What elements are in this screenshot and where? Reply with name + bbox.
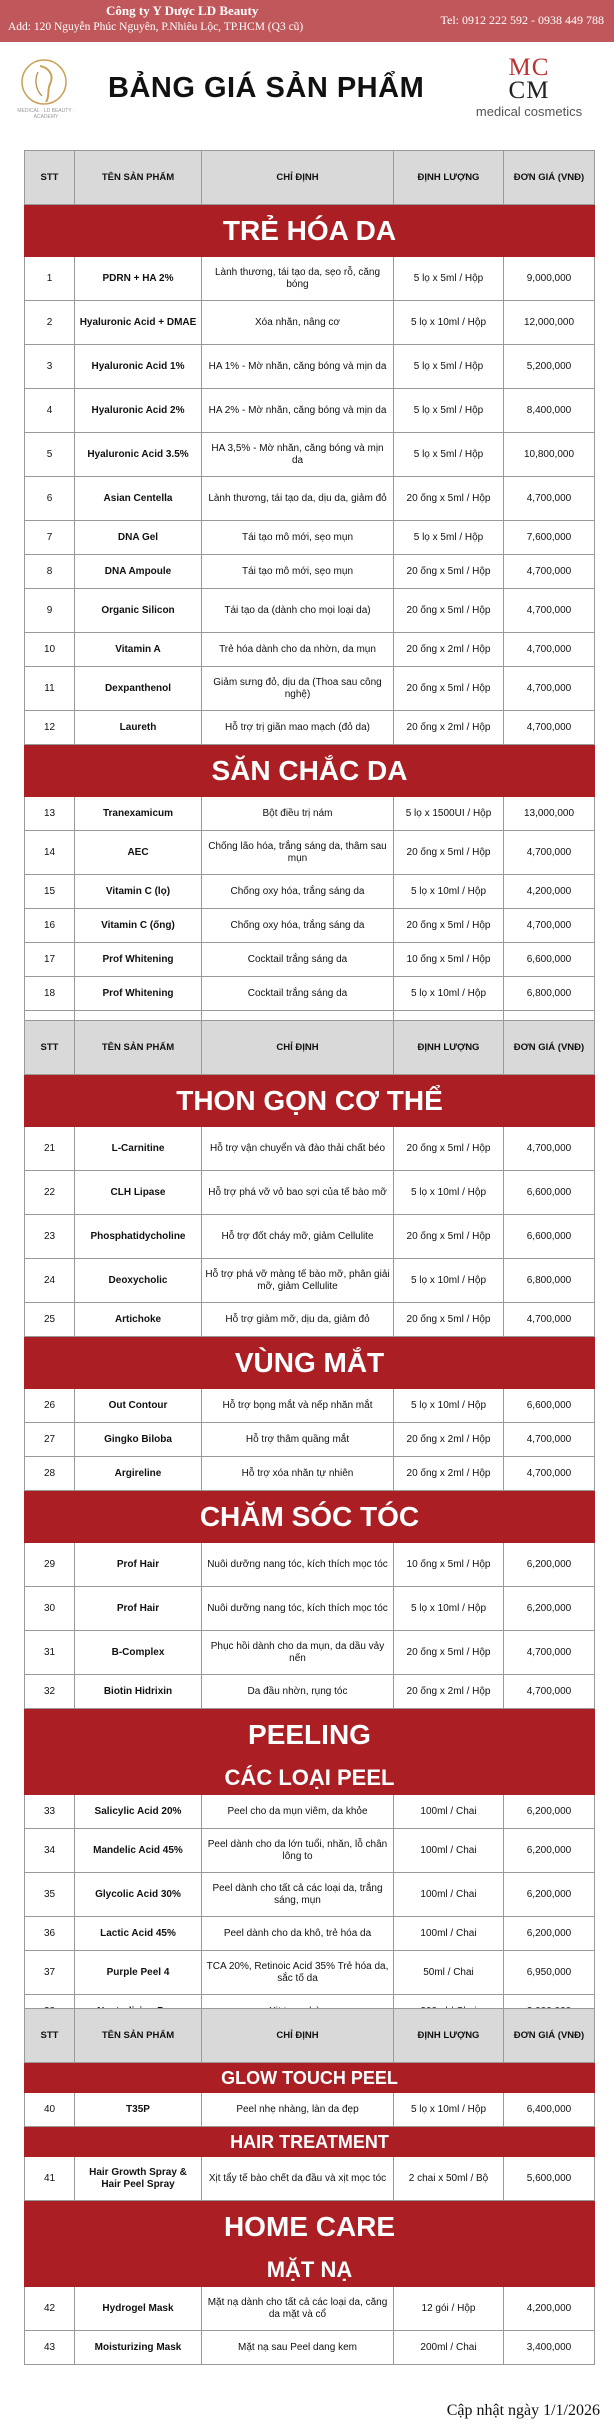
cell-product-name: Hyaluronic Acid 3.5% <box>75 433 202 477</box>
subsection-row <box>25 2253 595 2287</box>
cell-indication: Peel dành cho tất cả các loại da, trắng sáng, mụn <box>202 1873 394 1917</box>
cell-indication: Cocktail trắng sáng da <box>202 943 394 977</box>
cell-amount: 5 lọ x 5ml / Hộp <box>394 257 504 301</box>
cell-price: 4,700,000 <box>504 1675 595 1709</box>
cell-product-name: Deoxycholic <box>75 1259 202 1303</box>
cell-price: 8,400,000 <box>504 389 595 433</box>
cell-product-name: Out Contour <box>75 1389 202 1423</box>
section-title: GLOW TOUCH PEEL <box>25 2063 595 2093</box>
subsection-title: CÁC LOẠI PEEL <box>25 1761 595 1795</box>
table-row <box>25 909 595 943</box>
section-title: THON GỌN CƠ THỂ <box>25 1075 595 1127</box>
cell-stt: 41 <box>25 2157 75 2201</box>
cell-price: 5,600,000 <box>504 2157 595 2201</box>
cell-stt: 6 <box>25 477 75 521</box>
cell-amount: 20 ống x 5ml / Hộp <box>394 555 504 589</box>
section-title: TRẺ HÓA DA <box>25 205 595 257</box>
cell-stt: 21 <box>25 1127 75 1171</box>
cell-indication: HA 3,5% - Mờ nhăn, căng bóng và mịn da <box>202 433 394 477</box>
cell-indication: Hỗ trợ thâm quầng mắt <box>202 1423 394 1457</box>
cell-amount: 100ml / Chai <box>394 1829 504 1873</box>
table-row <box>25 711 595 745</box>
cell-price: 4,700,000 <box>504 555 595 589</box>
cell-price: 6,200,000 <box>504 1917 595 1951</box>
cell-product-name: Gingko Biloba <box>75 1423 202 1457</box>
subsection-row <box>25 1761 595 1795</box>
cell-stt: 8 <box>25 555 75 589</box>
cell-amount: 5 lọ x 10ml / Hộp <box>394 1171 504 1215</box>
cell-stt: 18 <box>25 977 75 1011</box>
price-table <box>24 2008 595 2365</box>
company-phone: Tel: 0912 222 592 - 0938 449 788 <box>440 13 604 27</box>
cell-amount: 20 ống x 5ml / Hộp <box>394 477 504 521</box>
table-row <box>25 1303 595 1337</box>
cell-price: 4,700,000 <box>504 1303 595 1337</box>
column-header-price: ĐƠN GIÁ (VNĐ) <box>504 2009 595 2063</box>
cell-product-name: Phosphatidycholine <box>75 1215 202 1259</box>
cell-indication: Xịt tẩy tế bào chết da đầu và xịt mọc tóc <box>202 2157 394 2201</box>
cell-price: 4,200,000 <box>504 875 595 909</box>
cell-stt: 29 <box>25 1543 75 1587</box>
mccm-logo <box>464 56 594 126</box>
cell-stt: 36 <box>25 1917 75 1951</box>
cell-indication: Hỗ trợ giảm mỡ, dịu da, giảm đỏ <box>202 1303 394 1337</box>
cell-amount: 10 ống x 5ml / Hộp <box>394 1543 504 1587</box>
cell-stt: 15 <box>25 875 75 909</box>
table-row <box>25 433 595 477</box>
mccm-subtitle: medical cosmetics <box>475 104 583 119</box>
section-row <box>25 1337 595 1389</box>
cell-indication: Peel cho da mụn viêm, da khỏe <box>202 1795 394 1829</box>
cell-indication: Hỗ trợ phá vỡ màng tế bào mỡ, phân giải mỡ, giảm Cellulite <box>202 1259 394 1303</box>
column-header-amount: ĐỊNH LƯỢNG <box>394 151 504 205</box>
cell-product-name: Moisturizing Mask <box>75 2331 202 2365</box>
table-row <box>25 1675 595 1709</box>
cell-indication: Hỗ trợ bọng mắt và nếp nhăn mắt <box>202 1389 394 1423</box>
cell-price: 4,200,000 <box>504 2287 595 2331</box>
cell-amount: 5 lọ x 5ml / Hộp <box>394 433 504 477</box>
column-header-indication: CHỈ ĐỊNH <box>202 1021 394 1075</box>
table-row <box>25 521 595 555</box>
cell-product-name: DNA Ampoule <box>75 555 202 589</box>
table-row <box>25 257 595 301</box>
cell-price: 4,700,000 <box>504 711 595 745</box>
cell-product-name: Tranexamicum <box>75 797 202 831</box>
column-header-stt: STT <box>25 151 75 205</box>
mccm-letters <box>464 56 594 102</box>
cell-price: 6,800,000 <box>504 977 595 1011</box>
cell-product-name: DNA Gel <box>75 521 202 555</box>
table-row <box>25 1423 595 1457</box>
cell-amount: 20 ống x 5ml / Hộp <box>394 1215 504 1259</box>
section-row <box>25 1491 595 1543</box>
cell-price: 6,600,000 <box>504 943 595 977</box>
top-bar <box>0 0 614 42</box>
cell-stt: 16 <box>25 909 75 943</box>
cell-amount: 100ml / Chai <box>394 1917 504 1951</box>
cell-stt: 35 <box>25 1873 75 1917</box>
cell-stt: 11 <box>25 667 75 711</box>
table-row <box>25 1127 595 1171</box>
table-row <box>25 1171 595 1215</box>
cell-product-name: Hyaluronic Acid 1% <box>75 345 202 389</box>
cell-indication: Hỗ trợ xóa nhăn tự nhiên <box>202 1457 394 1491</box>
section-title: PEELING <box>25 1709 595 1761</box>
cell-amount: 50ml / Chai <box>394 1951 504 1995</box>
table-row <box>25 1389 595 1423</box>
cell-product-name: Hair Growth Spray & Hair Peel Spray <box>75 2157 202 2201</box>
cell-price: 4,700,000 <box>504 477 595 521</box>
table-row <box>25 1951 595 1995</box>
section-row <box>25 2063 595 2093</box>
price-table <box>24 1020 595 2073</box>
cell-amount: 5 lọ x 5ml / Hộp <box>394 345 504 389</box>
cell-stt: 3 <box>25 345 75 389</box>
cell-stt: 14 <box>25 831 75 875</box>
cell-price: 6,200,000 <box>504 1873 595 1917</box>
cell-indication: Peel dành cho da khô, trẻ hóa da <box>202 1917 394 1951</box>
cell-amount: 10 ống x 5ml / Hộp <box>394 943 504 977</box>
cell-stt: 43 <box>25 2331 75 2365</box>
cell-amount: 20 ống x 5ml / Hộp <box>394 589 504 633</box>
cell-indication: Hỗ trợ phá vỡ vỏ bao sợi của tế bào mỡ <box>202 1171 394 1215</box>
table-row <box>25 1215 595 1259</box>
price-table <box>24 150 595 1079</box>
cell-price: 5,200,000 <box>504 345 595 389</box>
updated-date: Cập nhật ngày 1/1/2026 <box>446 2402 600 2419</box>
column-header-name: TÊN SẢN PHẨM <box>75 2009 202 2063</box>
cell-product-name: Purple Peel 4 <box>75 1951 202 1995</box>
table-row <box>25 667 595 711</box>
cell-price: 6,600,000 <box>504 1171 595 1215</box>
cell-stt: 40 <box>25 2093 75 2127</box>
column-header-stt: STT <box>25 2009 75 2063</box>
cell-price: 6,200,000 <box>504 1795 595 1829</box>
cell-amount: 20 ống x 2ml / Hộp <box>394 1423 504 1457</box>
cell-price: 12,000,000 <box>504 301 595 345</box>
cell-stt: 12 <box>25 711 75 745</box>
cell-stt: 31 <box>25 1631 75 1675</box>
table-row <box>25 1457 595 1491</box>
cell-stt: 7 <box>25 521 75 555</box>
cell-indication: Peel dành cho da lớn tuổi, nhăn, lỗ chân lông to <box>202 1829 394 1873</box>
cell-product-name: Vitamin C (lọ) <box>75 875 202 909</box>
table-row <box>25 831 595 875</box>
table-row <box>25 1259 595 1303</box>
logo-cm: CM <box>508 77 550 104</box>
cell-stt: 25 <box>25 1303 75 1337</box>
cell-stt: 26 <box>25 1389 75 1423</box>
cell-indication: Hỗ trợ đốt cháy mỡ, giảm Cellulite <box>202 1215 394 1259</box>
section-title: HAIR TREATMENT <box>25 2127 595 2157</box>
cell-stt: 17 <box>25 943 75 977</box>
cell-product-name: Prof Whitening <box>75 977 202 1011</box>
cell-product-name: Prof Hair <box>75 1543 202 1587</box>
cell-price: 4,700,000 <box>504 633 595 667</box>
cell-stt: 10 <box>25 633 75 667</box>
cell-price: 6,800,000 <box>504 1259 595 1303</box>
table-row <box>25 345 595 389</box>
table-row <box>25 1631 595 1675</box>
cell-product-name: Asian Centella <box>75 477 202 521</box>
cell-indication: Nuôi dưỡng nang tóc, kích thích mọc tóc <box>202 1543 394 1587</box>
table-header-row <box>25 2009 595 2063</box>
table-header-row <box>25 151 595 205</box>
cell-stt: 37 <box>25 1951 75 1995</box>
section-row <box>25 1709 595 1761</box>
table-row <box>25 589 595 633</box>
cell-price: 4,700,000 <box>504 1457 595 1491</box>
column-header-amount: ĐỊNH LƯỢNG <box>394 2009 504 2063</box>
section-title: VÙNG MẮT <box>25 1337 595 1389</box>
cell-stt: 22 <box>25 1171 75 1215</box>
cell-amount: 12 gói / Hộp <box>394 2287 504 2331</box>
cell-product-name: Dexpanthenol <box>75 667 202 711</box>
table-row <box>25 1917 595 1951</box>
cell-amount: 20 ống x 2ml / Hộp <box>394 1457 504 1491</box>
section-row <box>25 205 595 257</box>
company-name: Công ty Y Dược LD Beauty <box>106 3 259 18</box>
cell-price: 6,200,000 <box>504 1587 595 1631</box>
table-row <box>25 389 595 433</box>
cell-price: 6,600,000 <box>504 1215 595 1259</box>
cell-amount: 2 chai x 50ml / Bộ <box>394 2157 504 2201</box>
cell-product-name: Glycolic Acid 30% <box>75 1873 202 1917</box>
cell-price: 6,600,000 <box>504 1389 595 1423</box>
cell-stt: 30 <box>25 1587 75 1631</box>
cell-stt: 13 <box>25 797 75 831</box>
cell-stt: 5 <box>25 433 75 477</box>
column-header-name: TÊN SẢN PHẨM <box>75 151 202 205</box>
cell-amount: 20 ống x 5ml / Hộp <box>394 667 504 711</box>
logo-mc: MC <box>508 54 550 81</box>
cell-stt: 34 <box>25 1829 75 1873</box>
cell-amount: 100ml / Chai <box>394 1873 504 1917</box>
cell-amount: 20 ống x 5ml / Hộp <box>394 1303 504 1337</box>
cell-price: 3,400,000 <box>504 2331 595 2365</box>
cell-product-name: Salicylic Acid 20% <box>75 1795 202 1829</box>
cell-stt: 1 <box>25 257 75 301</box>
cell-price: 4,700,000 <box>504 1423 595 1457</box>
cell-stt: 27 <box>25 1423 75 1457</box>
cell-amount: 5 lọ x 5ml / Hộp <box>394 389 504 433</box>
cell-indication: Mặt nạ dành cho tất cả các loại da, căng da mặt và cổ <box>202 2287 394 2331</box>
cell-amount: 20 ống x 5ml / Hộp <box>394 1631 504 1675</box>
cell-product-name: Organic Silicon <box>75 589 202 633</box>
cell-stt: 42 <box>25 2287 75 2331</box>
cell-product-name: Artichoke <box>75 1303 202 1337</box>
cell-amount: 20 ống x 5ml / Hộp <box>394 909 504 943</box>
cell-amount: 20 ống x 2ml / Hộp <box>394 633 504 667</box>
column-header-amount: ĐỊNH LƯỢNG <box>394 1021 504 1075</box>
cell-amount: 5 lọ x 10ml / Hộp <box>394 301 504 345</box>
table-row <box>25 875 595 909</box>
section-title: HOME CARE <box>25 2201 595 2253</box>
cell-product-name: Vitamin A <box>75 633 202 667</box>
cell-product-name: B-Complex <box>75 1631 202 1675</box>
cell-product-name: Argireline <box>75 1457 202 1491</box>
cell-amount: 5 lọ x 10ml / Hộp <box>394 977 504 1011</box>
cell-stt: 4 <box>25 389 75 433</box>
cell-stt: 32 <box>25 1675 75 1709</box>
column-header-stt: STT <box>25 1021 75 1075</box>
cell-amount: 20 ống x 2ml / Hộp <box>394 711 504 745</box>
cell-product-name: Prof Hair <box>75 1587 202 1631</box>
cell-indication: Chống lão hóa, trắng sáng da, thâm sau mụn <box>202 831 394 875</box>
table-row <box>25 977 595 1011</box>
cell-indication: Nuôi dưỡng nang tóc, kích thích mọc tóc <box>202 1587 394 1631</box>
cell-price: 6,400,000 <box>504 2093 595 2127</box>
brand-logo <box>16 56 75 120</box>
cell-amount: 5 lọ x 10ml / Hộp <box>394 1389 504 1423</box>
cell-amount: 5 lọ x 10ml / Hộp <box>394 1587 504 1631</box>
section-row <box>25 2127 595 2157</box>
cell-amount: 100ml / Chai <box>394 1795 504 1829</box>
cell-product-name: Laureth <box>75 711 202 745</box>
cell-amount: 5 lọ x 10ml / Hộp <box>394 2093 504 2127</box>
table-row <box>25 943 595 977</box>
face-logo-icon <box>16 56 72 112</box>
cell-product-name: Lactic Acid 45% <box>75 1917 202 1951</box>
cell-indication: Tái tạo da (dành cho mọi loại da) <box>202 589 394 633</box>
cell-product-name: CLH Lipase <box>75 1171 202 1215</box>
cell-price: 10,800,000 <box>504 433 595 477</box>
table-row <box>25 555 595 589</box>
cell-price: 6,200,000 <box>504 1829 595 1873</box>
cell-product-name: Hyaluronic Acid 2% <box>75 389 202 433</box>
table-row <box>25 1873 595 1917</box>
table-row <box>25 633 595 667</box>
cell-price: 13,000,000 <box>504 797 595 831</box>
table-row <box>25 2093 595 2127</box>
section-title: SĂN CHẮC DA <box>25 745 595 797</box>
cell-indication: Xóa nhăn, nâng cơ <box>202 301 394 345</box>
cell-indication: Tái tạo mô mới, sẹo mụn <box>202 521 394 555</box>
column-header-indication: CHỈ ĐỊNH <box>202 151 394 205</box>
cell-price: 6,950,000 <box>504 1951 595 1995</box>
cell-product-name: AEC <box>75 831 202 875</box>
cell-indication: Peel nhẹ nhàng, làn da đẹp <box>202 2093 394 2127</box>
cell-stt: 23 <box>25 1215 75 1259</box>
cell-price: 6,200,000 <box>504 1543 595 1587</box>
cell-amount: 5 lọ x 1500UI / Hộp <box>394 797 504 831</box>
table-row <box>25 2157 595 2201</box>
cell-indication: Hỗ trợ trị giãn mao mạch (đỏ da) <box>202 711 394 745</box>
table-row <box>25 477 595 521</box>
cell-product-name: PDRN + HA 2% <box>75 257 202 301</box>
cell-indication: Hỗ trợ vận chuyển và đào thải chất béo <box>202 1127 394 1171</box>
cell-product-name: Biotin Hidrixin <box>75 1675 202 1709</box>
cell-product-name: Hydrogel Mask <box>75 2287 202 2331</box>
cell-amount: 5 lọ x 10ml / Hộp <box>394 875 504 909</box>
brand-logo-caption: MEDICAL · LD BEAUTY · ACADEMY <box>17 108 75 120</box>
column-header-indication: CHỈ ĐỊNH <box>202 2009 394 2063</box>
cell-indication: HA 2% - Mờ nhăn, căng bóng và mịn da <box>202 389 394 433</box>
cell-indication: Lành thương, tái tạo da, sẹo rỗ, căng bóng <box>202 257 394 301</box>
cell-price: 4,700,000 <box>504 1631 595 1675</box>
table-row <box>25 797 595 831</box>
table-row <box>25 2287 595 2331</box>
cell-indication: Bột điều trị nám <box>202 797 394 831</box>
table-row <box>25 301 595 345</box>
cell-product-name: T35P <box>75 2093 202 2127</box>
cell-indication: Chống oxy hóa, trắng sáng da <box>202 875 394 909</box>
cell-price: 7,600,000 <box>504 521 595 555</box>
cell-indication: Trẻ hóa dành cho da nhờn, da mụn <box>202 633 394 667</box>
cell-indication: HA 1% - Mờ nhăn, căng bóng và mịn da <box>202 345 394 389</box>
cell-amount: 20 ống x 2ml / Hộp <box>394 1675 504 1709</box>
cell-indication: Tái tạo mô mới, sẹo mụn <box>202 555 394 589</box>
table-row <box>25 2331 595 2365</box>
cell-price: 4,700,000 <box>504 909 595 943</box>
cell-amount: 20 ống x 5ml / Hộp <box>394 1127 504 1171</box>
cell-indication: TCA 20%, Retinoic Acid 35% Trẻ hóa da, sắc tố da <box>202 1951 394 1995</box>
cell-stt: 2 <box>25 301 75 345</box>
cell-indication: Lành thương, tái tạo da, dịu da, giảm đỏ <box>202 477 394 521</box>
cell-price: 9,000,000 <box>504 257 595 301</box>
section-row <box>25 2201 595 2253</box>
cell-indication: Giảm sưng đỏ, dịu da (Thoa sau công nghệ) <box>202 667 394 711</box>
company-address: Add: 120 Nguyễn Phúc Nguyên, P.Nhiêu Lộc, TP.HCM (Q3 cũ) <box>8 21 304 33</box>
section-title: CHĂM SÓC TÓC <box>25 1491 595 1543</box>
cell-price: 4,700,000 <box>504 667 595 711</box>
cell-stt: 24 <box>25 1259 75 1303</box>
cell-indication: Da đầu nhờn, rụng tóc <box>202 1675 394 1709</box>
cell-indication: Cocktail trắng sáng da <box>202 977 394 1011</box>
column-header-name: TÊN SẢN PHẨM <box>75 1021 202 1075</box>
cell-stt: 33 <box>25 1795 75 1829</box>
cell-indication: Mặt nạ sau Peel dang kem <box>202 2331 394 2365</box>
section-row <box>25 745 595 797</box>
table-row <box>25 1543 595 1587</box>
cell-stt: 9 <box>25 589 75 633</box>
cell-price: 4,700,000 <box>504 589 595 633</box>
column-header-price: ĐƠN GIÁ (VNĐ) <box>504 1021 595 1075</box>
cell-stt: 28 <box>25 1457 75 1491</box>
column-header-price: ĐƠN GIÁ (VNĐ) <box>504 151 595 205</box>
cell-product-name: L-Carnitine <box>75 1127 202 1171</box>
table-row <box>25 1829 595 1873</box>
cell-amount: 200ml / Chai <box>394 2331 504 2365</box>
cell-product-name: Vitamin C (ống) <box>75 909 202 943</box>
section-row <box>25 1075 595 1127</box>
cell-product-name: Hyaluronic Acid + DMAE <box>75 301 202 345</box>
cell-indication: Phục hồi dành cho da mụn, da dầu vảy nến <box>202 1631 394 1675</box>
cell-product-name: Mandelic Acid 45% <box>75 1829 202 1873</box>
table-row <box>25 1587 595 1631</box>
subsection-title: MẶT NẠ <box>25 2253 595 2287</box>
cell-indication: Chống oxy hóa, trắng sáng da <box>202 909 394 943</box>
table-row <box>25 1795 595 1829</box>
cell-amount: 20 ống x 5ml / Hộp <box>394 831 504 875</box>
cell-amount: 5 lọ x 5ml / Hộp <box>394 521 504 555</box>
cell-amount: 5 lọ x 10ml / Hộp <box>394 1259 504 1303</box>
page-title: BẢNG GIÁ SẢN PHẨM <box>108 72 425 104</box>
cell-price: 4,700,000 <box>504 1127 595 1171</box>
table-header-row <box>25 1021 595 1075</box>
cell-product-name: Prof Whitening <box>75 943 202 977</box>
cell-price: 4,700,000 <box>504 831 595 875</box>
